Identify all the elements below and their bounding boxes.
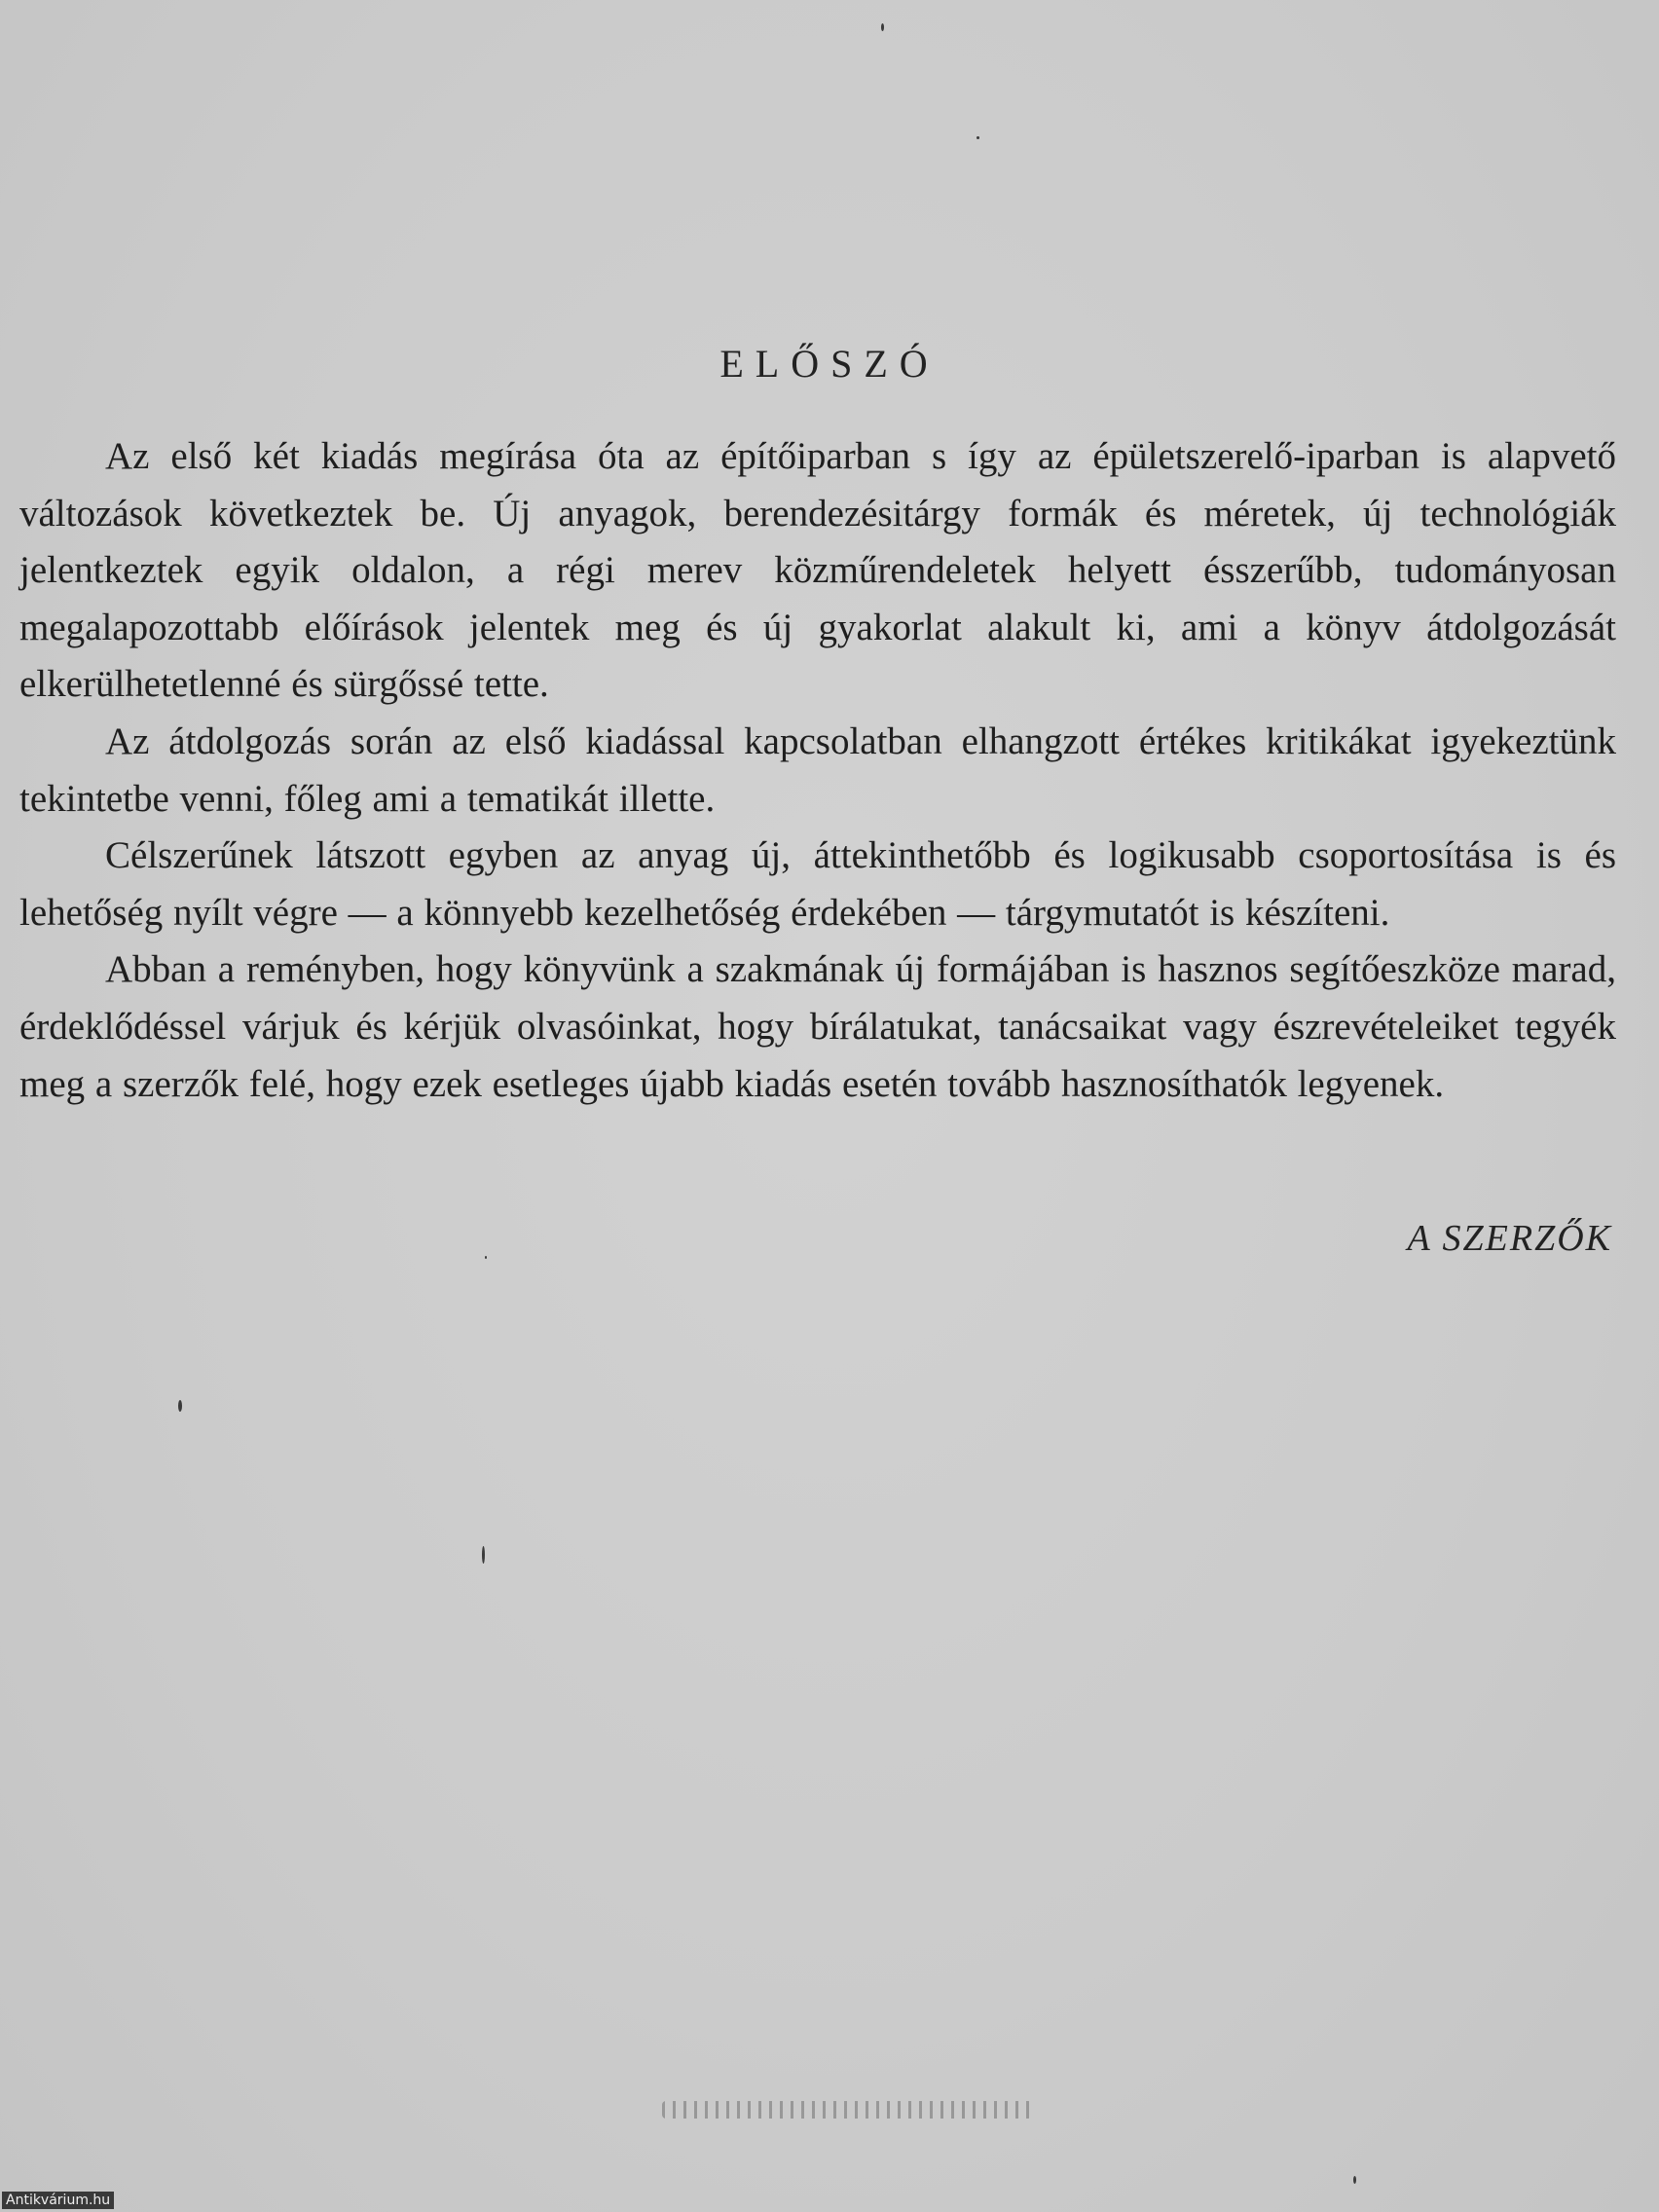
watermark-label: Antikvárium.hu (2, 2192, 114, 2209)
scan-speck (1353, 2176, 1356, 2184)
signature: A SZERZŐK (1407, 1218, 1612, 1259)
page-title: ELŐSZÓ (719, 342, 940, 386)
scan-speck (881, 23, 884, 31)
paragraph-2: Az átdolgozás során az első kiadással kapcsolatban elhangzott értékes kritikákat igyekeztünk tekintetbe venni, főleg ami a tematikát illette. (19, 719, 1616, 820)
paragraph-3: Célszerűnek látszott egyben az anyag új, áttekinthetőbb és logikusabb csoportosítása is és lehetőség nyílt végre — a könnyebb kezelhetőség érdekében — tárgymutatót is készíteni. (19, 834, 1616, 934)
paragraph-1: Az első két kiadás megírása óta az építőiparban s így az épületszerelő-iparban is alapvető változások következtek be. Új anyagok, berendezésitárgy formák és méretek, új technológiák jelentkeztek egyik oldalon, a régi merev közműrendeletek helyett ésszerűbb, tudományosan megalapozottabb előírások jelentek meg és új gyakorlat alakult ki, ami a könyv átdolgozását elkerülhetetlenné és sürgőssé tette. (19, 435, 1616, 706)
scan-speck (482, 1546, 485, 1564)
body-text (19, 428, 1616, 1113)
scan-speck (977, 136, 979, 139)
scan-speck (485, 1256, 487, 1259)
paragraph-4: Abban a reményben, hogy könyvünk a szakmának új formájában is hasznos segítőeszköze marad, érdeklődéssel várjuk és kérjük olvasóinkat, hogy bírálatukat, tanácsaikat vagy észrevételeiket tegyék meg a szerzők felé, hogy ezek esetleges újabb kiadás esetén tovább hasznosíthatók legyenek. (19, 948, 1616, 1105)
scan-smudge (662, 2101, 1032, 2119)
scan-speck (178, 1400, 182, 1412)
